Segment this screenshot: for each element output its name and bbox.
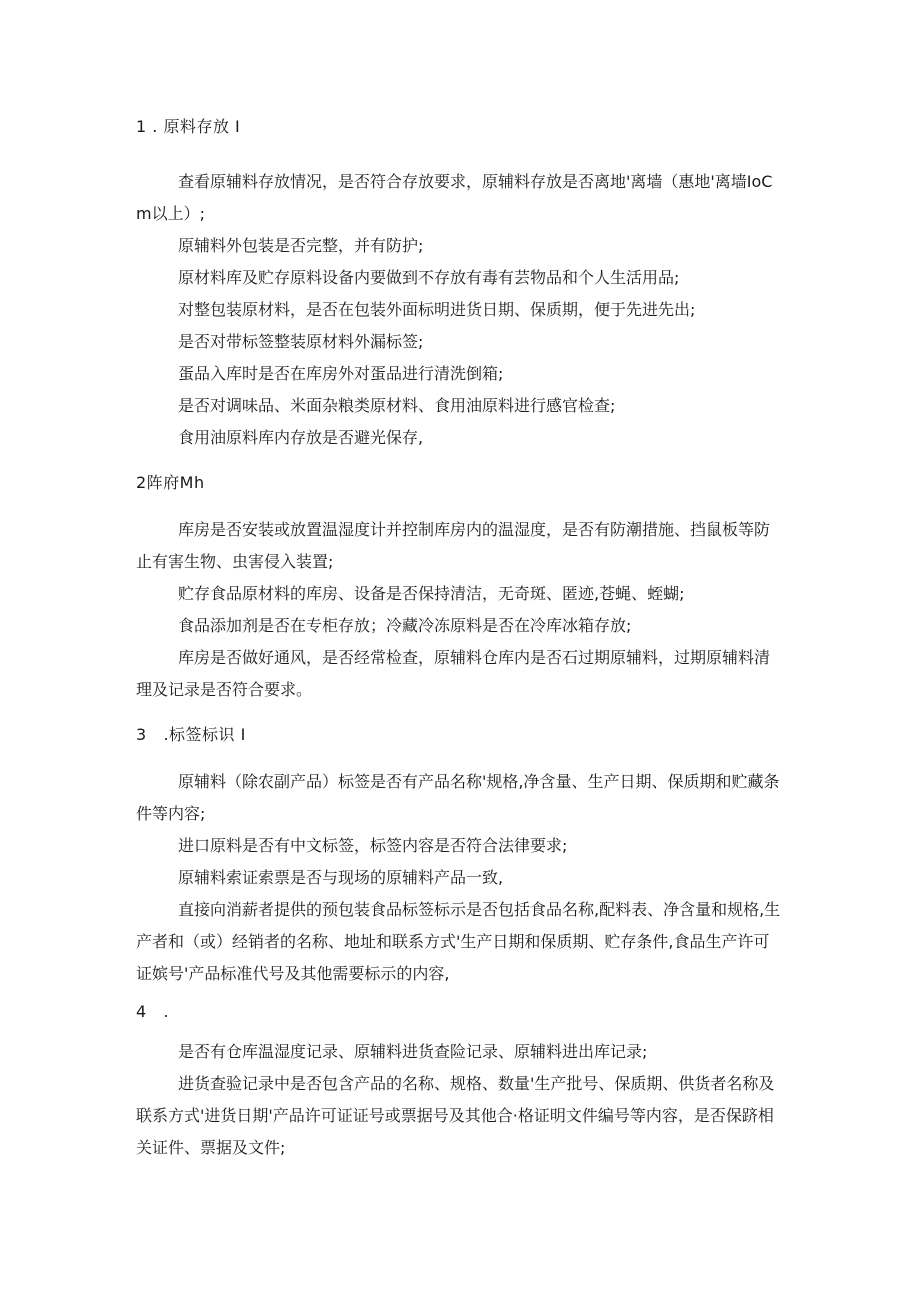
- section-1-heading: 1 . 原料存放 I: [136, 117, 241, 136]
- section-4-paragraph-2: 进货查验记录中是否包含产品的名称、规格、数量'生产批号、保质期、供货者名称及联系方式'进货日期'产品许可证证号或票据号及其他合·格证明文件编号等内容，是否保跻相关证件、票据及文件;: [136, 1074, 775, 1157]
- section-2-paragraph-2: 贮存食品原材料的库房、设备是否保持清洁，无奇斑、匿迹,苍蝇、蛭蝴;: [178, 584, 685, 603]
- section-2-paragraph-1: 库房是否安装或放置温湿度计并控制库房内的温湿度，是否有防潮措施、挡鼠板等防止有害生物、虫害侵入装置;: [136, 520, 771, 571]
- section-3-paragraph-3: 原辅料索证索票是否与现场的原辅料产品一致,: [178, 868, 504, 887]
- section-1-paragraph-6: 蛋品入库时是否在库房外对蛋品进行清洗倒箱;: [178, 364, 504, 383]
- section-2-paragraph-3: 食品添加剂是否在专柜存放；冷藏冷冻原料是否在冷库冰箱存放;: [178, 616, 632, 635]
- section-2-paragraph-4: 库房是否做好通风，是否经常检查，原辅料仓库内是否石过期原辅料，过期原辅料清理及记录是否符合要求。: [136, 648, 771, 699]
- section-3-paragraph-2: 进口原料是否有中文标签，标签内容是否符合法律要求;: [178, 836, 568, 855]
- section-1-paragraph-7: 是否对调味品、米面杂粮类原材料、食用油原料进行感官检查;: [178, 396, 616, 415]
- section-1-paragraph-8: 食用油原料库内存放是否避光保存,: [178, 428, 424, 447]
- section-4-heading: 4 .: [136, 1002, 170, 1021]
- section-3-paragraph-1: 原辅料（除农副产品）标签是否有产品名称'规格,净含量、生产日期、保质期和贮藏条件等内容;: [136, 772, 780, 823]
- section-1-paragraph-2: 原辅料外包装是否完整，并有防护;: [178, 236, 424, 255]
- section-1-paragraph-3: 原材料库及贮存原料设备内要做到不存放有毒有芸物品和个人生活用品;: [178, 268, 680, 287]
- section-2-heading: 2阵府Mh: [136, 473, 205, 492]
- section-1-paragraph-4: 对整包装原材料，是否在包装外面标明进货日期、保质期，便于先进先出;: [178, 300, 696, 319]
- section-1-paragraph-5: 是否对带标签整装原材料外漏标签;: [178, 332, 424, 351]
- section-3-heading: 3 .标签标识 I: [136, 725, 246, 744]
- section-3-paragraph-4: 直接向消薪者提供的预包装食品标签标示是否包括食品名称,配料表、净含量和规格,生产者和（或）经销者的名称、地址和联系方式'生产日期和保质期、贮存条件,食品生产许可证嫔号'产品标准代号及其他需要标示的内容,: [136, 900, 781, 983]
- section-1-paragraph-1: 查看原辅料存放情况，是否符合存放要求，原辅料存放是否离地'离墙（惠地'离墙IoCm以上）;: [136, 172, 773, 223]
- section-4-paragraph-1: 是否有仓库温湿度记录、原辅料进货查险记录、原辅料进出库记录;: [178, 1042, 648, 1061]
